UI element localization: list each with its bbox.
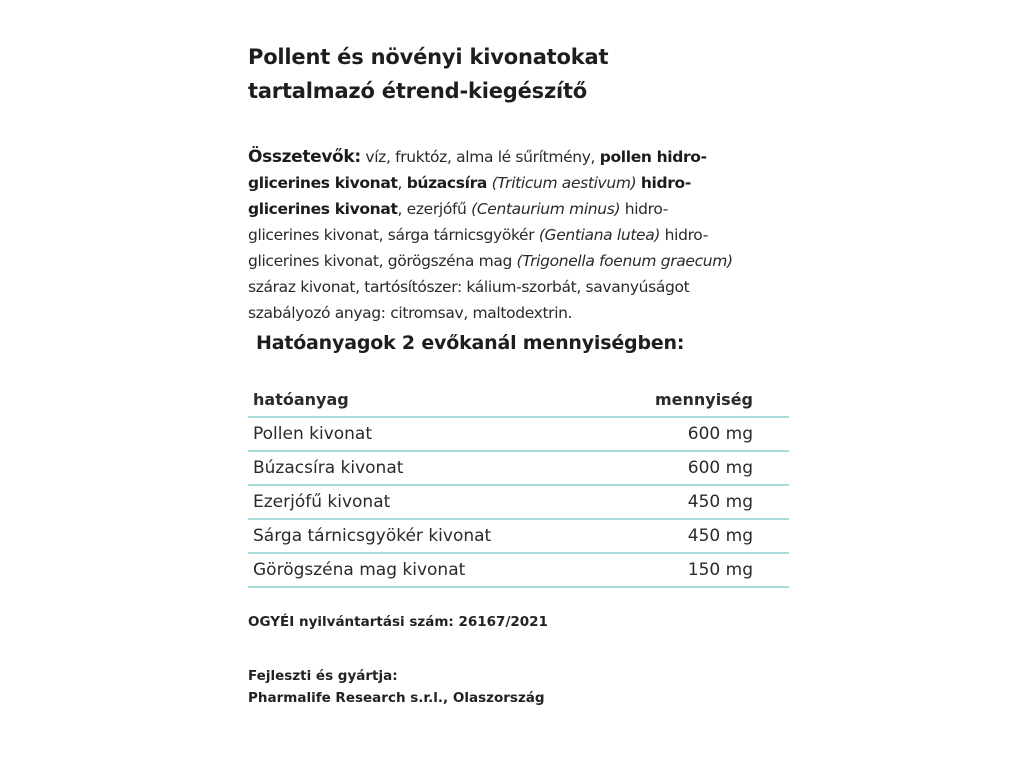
- ingredient-bold: pollen hidro-glicerines kivonat: [248, 148, 707, 192]
- ingredients-text: víz, fruktóz, alma lé sűrítmény,: [360, 148, 600, 166]
- table-header-row: [248, 383, 789, 418]
- row-amount: 450 mg: [687, 526, 753, 546]
- active-ingredients-table: [248, 383, 789, 588]
- ingredient-bold: hidro-glicerines kivonat: [248, 174, 691, 218]
- manufacturer-block: [248, 665, 545, 709]
- ingredients-paragraph: [248, 144, 738, 326]
- latin-name: (Gentiana lutea): [538, 226, 661, 244]
- column-header-ingredient: hatóanyag: [253, 390, 349, 409]
- table-row: [248, 486, 789, 520]
- active-ingredients-heading: Hatóanyagok 2 evőkanál mennyiségben:: [256, 332, 685, 354]
- row-ingredient-name: Búzacsíra kivonat: [253, 458, 404, 478]
- row-amount: 450 mg: [687, 492, 753, 512]
- ingredients-text: száraz kivonat, tartósítószer: kálium-szorbát, savanyúságot szabályozó anyag: citromsav, maltodextrin.: [248, 278, 690, 322]
- ingredients-text: ,: [397, 174, 407, 192]
- row-amount: 600 mg: [687, 458, 753, 478]
- row-amount: 150 mg: [687, 560, 753, 580]
- ingredients-text: , ezerjófű: [397, 200, 472, 218]
- product-title: [248, 40, 768, 108]
- registration-number: OGYÉI nyilvántartási szám: 26167/2021: [248, 614, 548, 630]
- ingredients-label: Összetevők:: [248, 147, 361, 167]
- table-row: [248, 554, 789, 588]
- ingredients-text: hidro-glicerines kivonat, sárga tárnicsgyökér: [248, 200, 669, 244]
- column-header-amount: mennyiség: [654, 390, 753, 409]
- table-row: [248, 452, 789, 486]
- title-line-2: tartalmazó étrend-kiegészítő: [248, 79, 588, 103]
- table-row: [248, 520, 789, 554]
- latin-name: (Triticum aestivum): [491, 174, 637, 192]
- row-ingredient-name: Görögszéna mag kivonat: [253, 560, 466, 580]
- table-row: [248, 418, 789, 452]
- latin-name: (Trigonella foenum graecum): [516, 252, 733, 270]
- ingredients-text: hidro-glicerines kivonat, görögszéna mag: [248, 226, 708, 270]
- manufacturer-name: Pharmalife Research s.r.l., Olaszország: [248, 690, 545, 706]
- manufacturer-label: Fejleszti és gyártja:: [248, 668, 398, 684]
- ingredient-bold: búzacsíra: [406, 174, 487, 192]
- row-ingredient-name: Ezerjófű kivonat: [253, 492, 391, 512]
- latin-name: (Centaurium minus): [471, 200, 621, 218]
- row-ingredient-name: Pollen kivonat: [253, 424, 373, 444]
- row-ingredient-name: Sárga tárnicsgyökér kivonat: [253, 526, 492, 546]
- title-line-1: Pollent és növényi kivonatokat: [248, 45, 609, 69]
- row-amount: 600 mg: [687, 424, 753, 444]
